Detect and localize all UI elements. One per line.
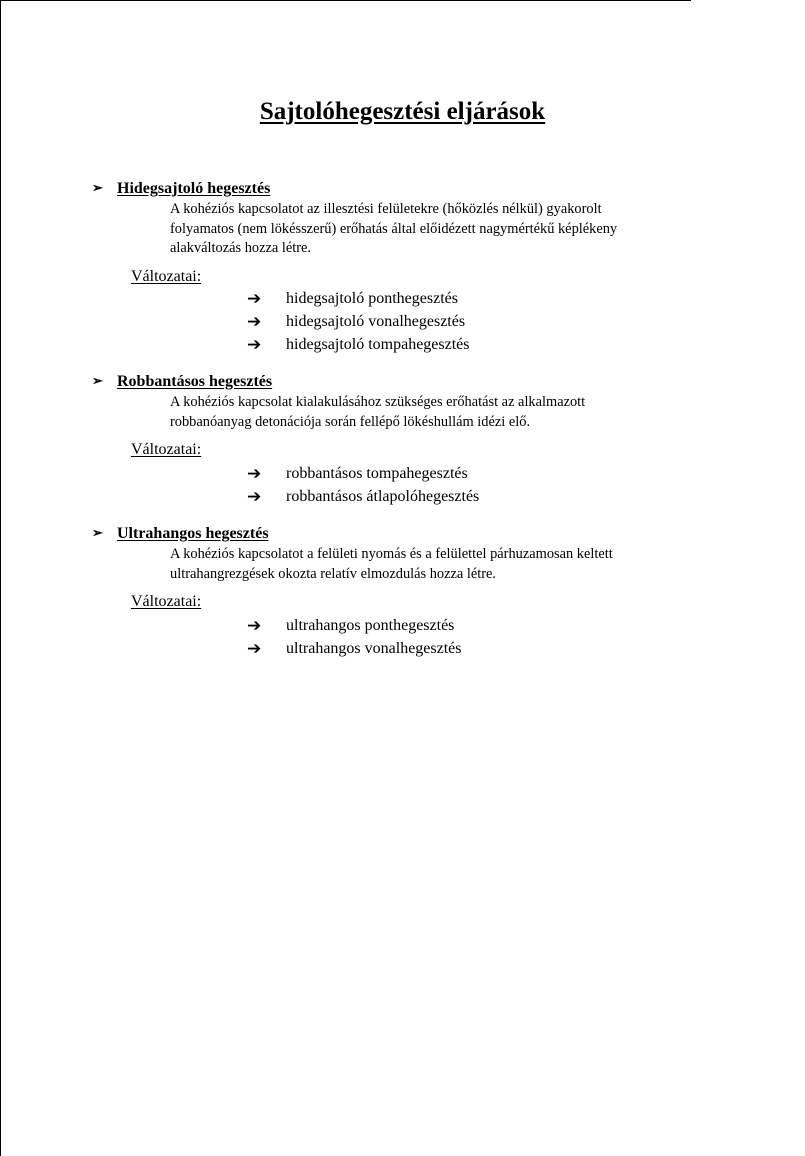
- list-item: ➔ hidegsajtoló ponthegesztés: [247, 288, 458, 309]
- list-item: ➔ robbantásos átlapolóhegesztés: [247, 486, 480, 507]
- section-description: A kohéziós kapcsolatot az illesztési felületekre (hőközlés nélkül) gyakorolt folyamatos (nem lökésszerű) erőhatás által előidézett nagymértékű képlékeny alakváltozás hozza létre.: [170, 201, 618, 256]
- arrowhead-right-icon: ➢: [92, 373, 103, 388]
- section-heading: ➢ Hidegsajtoló hegesztés: [92, 180, 271, 197]
- section-description: A kohéziós kapcsolatot a felületi nyomás és a felülettel párhuzamosan keltett ultrahangrezgések okozta relatív elmozdulás hozza létre.: [170, 546, 613, 582]
- section-description: A kohéziós kapcsolat kialakulásához szükséges erőhatást az alkalmazott robbanóanyag detonációja során fellépő lökéshullám idézi elő.: [170, 394, 586, 430]
- variant-list: [247, 287, 470, 356]
- variants-label: Változatai:: [131, 268, 202, 285]
- variants-label: Változatai:: [131, 593, 202, 610]
- arrowhead-right-icon: ➢: [92, 525, 103, 540]
- list-item: ➔ robbantásos tompahegesztés: [247, 463, 468, 484]
- variant-list: [247, 462, 479, 508]
- arrowhead-right-icon: ➢: [92, 180, 103, 195]
- bold-arrow-right-icon: ➔: [247, 638, 262, 659]
- list-item: ➔ ultrahangos ponthegesztés: [247, 615, 455, 636]
- list-item: ➔ hidegsajtoló vonalhegesztés: [247, 311, 466, 332]
- page-left-border: [0, 0, 1, 1156]
- variants-label: Változatai:: [131, 441, 202, 458]
- bold-arrow-right-icon: ➔: [247, 615, 262, 636]
- document-title: Sajtolóhegesztési eljárások: [259, 98, 546, 125]
- bold-arrow-right-icon: ➔: [247, 334, 262, 355]
- list-item: ➔ hidegsajtoló tompahegesztés: [247, 334, 470, 355]
- bold-arrow-right-icon: ➔: [247, 463, 262, 484]
- bold-arrow-right-icon: ➔: [247, 311, 262, 332]
- page-top-border: [0, 0, 691, 1]
- section-heading: ➢ Robbantásos hegesztés: [92, 373, 273, 390]
- section-heading: ➢ Ultrahangos hegesztés: [92, 525, 269, 542]
- bold-arrow-right-icon: ➔: [247, 288, 262, 309]
- bold-arrow-right-icon: ➔: [247, 486, 262, 507]
- variant-list: [247, 614, 462, 660]
- list-item: ➔ ultrahangos vonalhegesztés: [247, 638, 462, 659]
